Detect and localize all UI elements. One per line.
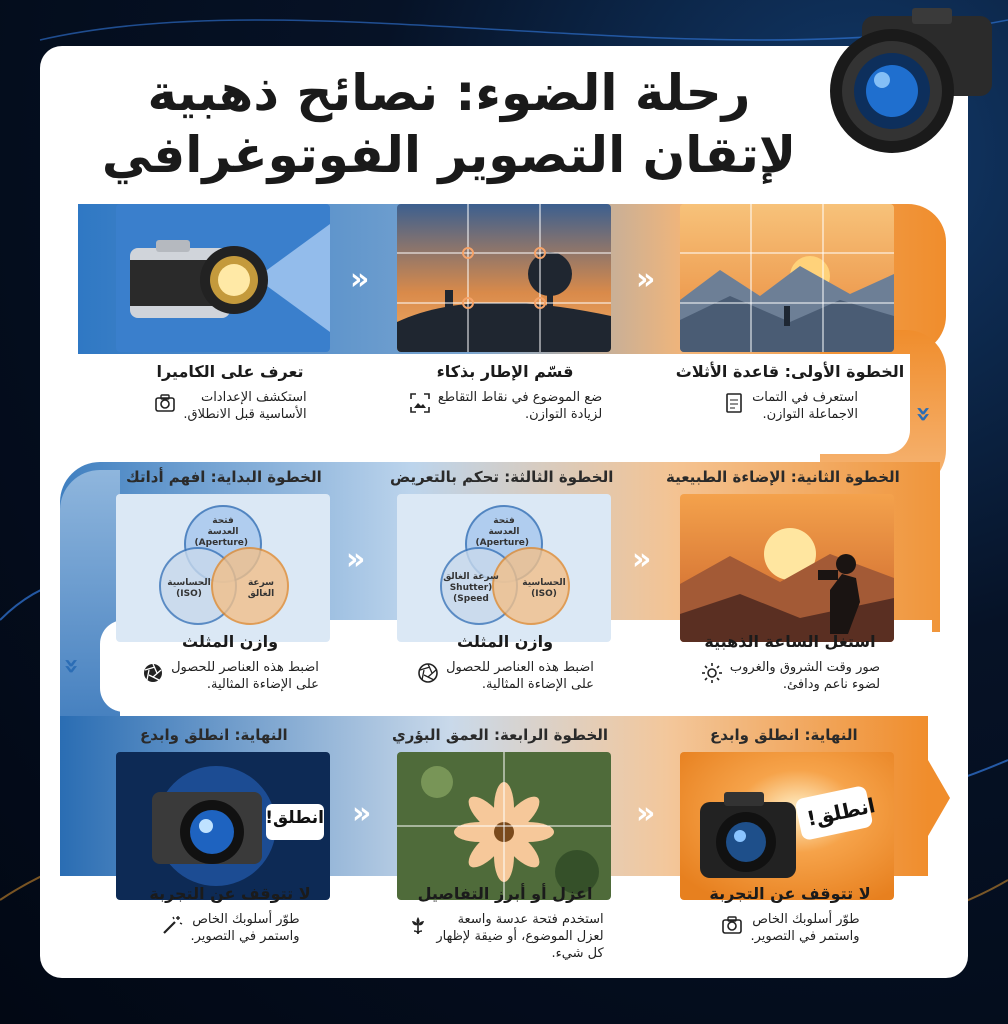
venn-label-shutter: سرعة الغالق [247, 578, 275, 599]
panel-camera-beam [116, 204, 330, 352]
page-title [60, 62, 838, 186]
step-text: ضع الموضوع في نقاط التقاطع [437, 390, 603, 405]
step-block-6 [110, 632, 350, 693]
step-text: استعرف في التمات [752, 390, 858, 405]
chevron-down-icon: « [56, 657, 87, 669]
panel-exposure-triangle-2 [116, 494, 330, 642]
step-heading: وازن المثلث [181, 632, 279, 651]
chevron-left-icon: « [352, 796, 366, 831]
step-heading: الخطوة الأولى: قاعدة الأثلاث [675, 362, 905, 381]
chevron-left-icon: « [346, 542, 360, 577]
chevron-left-icon: « [632, 542, 646, 577]
panel-mountain-thirds [680, 204, 894, 352]
panel-flower-depth [397, 752, 611, 900]
step-block-2 [385, 362, 625, 423]
step-text: استخدم فتحة عدسة واسعة [457, 912, 604, 927]
step-text: استكشف الإعدادات [200, 390, 307, 405]
step-block-5 [385, 632, 625, 693]
step-label: الخطوة الثالثة: تحكم بالتعريض [390, 468, 614, 486]
panel-go-camera-blue [116, 752, 330, 900]
step-block-3 [110, 362, 350, 423]
chevron-left-icon: « [636, 796, 650, 831]
step-text: على الإضاءة المثالية. [481, 677, 594, 692]
chevron-down-icon: « [908, 405, 939, 417]
venn-label-aperture: فتحة العدسة (Aperture) [194, 516, 248, 548]
step-label: النهاية: انطلق وابدع [710, 726, 858, 744]
step-block-7 [670, 884, 910, 945]
panel-exposure-triangle [397, 494, 611, 642]
step-heading: اعزل أو أبرز التفاصيل [417, 884, 593, 903]
step-text: لعزل الموضوع، أو ضيقة لإظهار [436, 929, 604, 944]
step-text: لضوء ناعم ودافئ. [782, 677, 881, 692]
title-line-1: رحلة الضوء: نصائح ذهبية [147, 64, 751, 122]
step-text: اضبط هذه العناصر للحصول [171, 660, 319, 675]
flower-icon [406, 913, 430, 937]
step-text: الاجماعلة التوازن. [762, 407, 858, 422]
go-badge: انطلق! [804, 793, 878, 831]
step-block-4 [670, 632, 910, 693]
venn-label-iso: الحساسية (ISO) [167, 578, 211, 599]
venn-label-shutter: سرعة الغالق (Shutter Speed) [443, 572, 499, 604]
step-text: على الإضاءة المثالية. [206, 677, 319, 692]
title-line-2: لإتقان التصوير الفوتوغرافي [101, 126, 797, 184]
step-heading: استغل الساعة الذهبية [704, 632, 876, 651]
sun-icon [700, 661, 724, 685]
step-text: لزيادة التوازن. [524, 407, 603, 422]
step-label: النهاية: انطلق وابدع [140, 726, 288, 744]
panel-tree-grid [397, 204, 611, 352]
step-text: الأساسية قبل الانطلاق. [183, 407, 307, 422]
aperture-icon [416, 661, 440, 685]
step-text: واستمر في التصوير. [750, 929, 860, 944]
panel-golden-hour [680, 494, 894, 642]
camera-icon [720, 913, 744, 937]
step-block-9 [110, 884, 350, 945]
document-icon [722, 391, 746, 415]
magic-wand-icon [160, 913, 184, 937]
panel-go-camera [680, 752, 894, 900]
chevron-left-icon: « [636, 262, 650, 297]
step-heading: لا تتوقف عن التجربة [149, 884, 311, 903]
hero-camera-icon [802, 6, 1002, 156]
step-text: واستمر في التصوير. [190, 929, 300, 944]
step-text: كل شيء. [551, 946, 604, 961]
venn-label-iso: الحساسية (ISO) [522, 578, 566, 599]
go-badge: انطلق! [265, 808, 324, 828]
step-heading: لا تتوقف عن التجربة [709, 884, 871, 903]
step-text: اضبط هذه العناصر للحصول [446, 660, 594, 675]
chevron-left-icon: « [350, 262, 364, 297]
step-block-8 [385, 884, 625, 962]
step-text: طوّر أسلوبك الخاص [192, 912, 300, 927]
aperture-icon [141, 661, 165, 685]
venn-label-aperture: فتحة العدسة (Aperture) [475, 516, 529, 548]
step-block-1 [670, 362, 910, 423]
frame-image-icon [408, 391, 432, 415]
step-text: طوّر أسلوبك الخاص [752, 912, 860, 927]
step-label: الخطوة الثانية: الإضاءة الطبيعية [666, 468, 900, 486]
camera-icon [153, 391, 177, 415]
step-label: الخطوة البداية: افهم أداتك [126, 468, 322, 486]
step-heading: وازن المثلث [456, 632, 554, 651]
step-heading: تعرف على الكاميرا [156, 362, 304, 381]
flow-arrow-end [928, 760, 950, 836]
step-text: صور وقت الشروق والغروب [729, 660, 881, 675]
step-heading: قسّم الإطار بذكاء [436, 362, 574, 381]
step-label: الخطوة الرابعة: العمق البؤري [392, 726, 609, 744]
